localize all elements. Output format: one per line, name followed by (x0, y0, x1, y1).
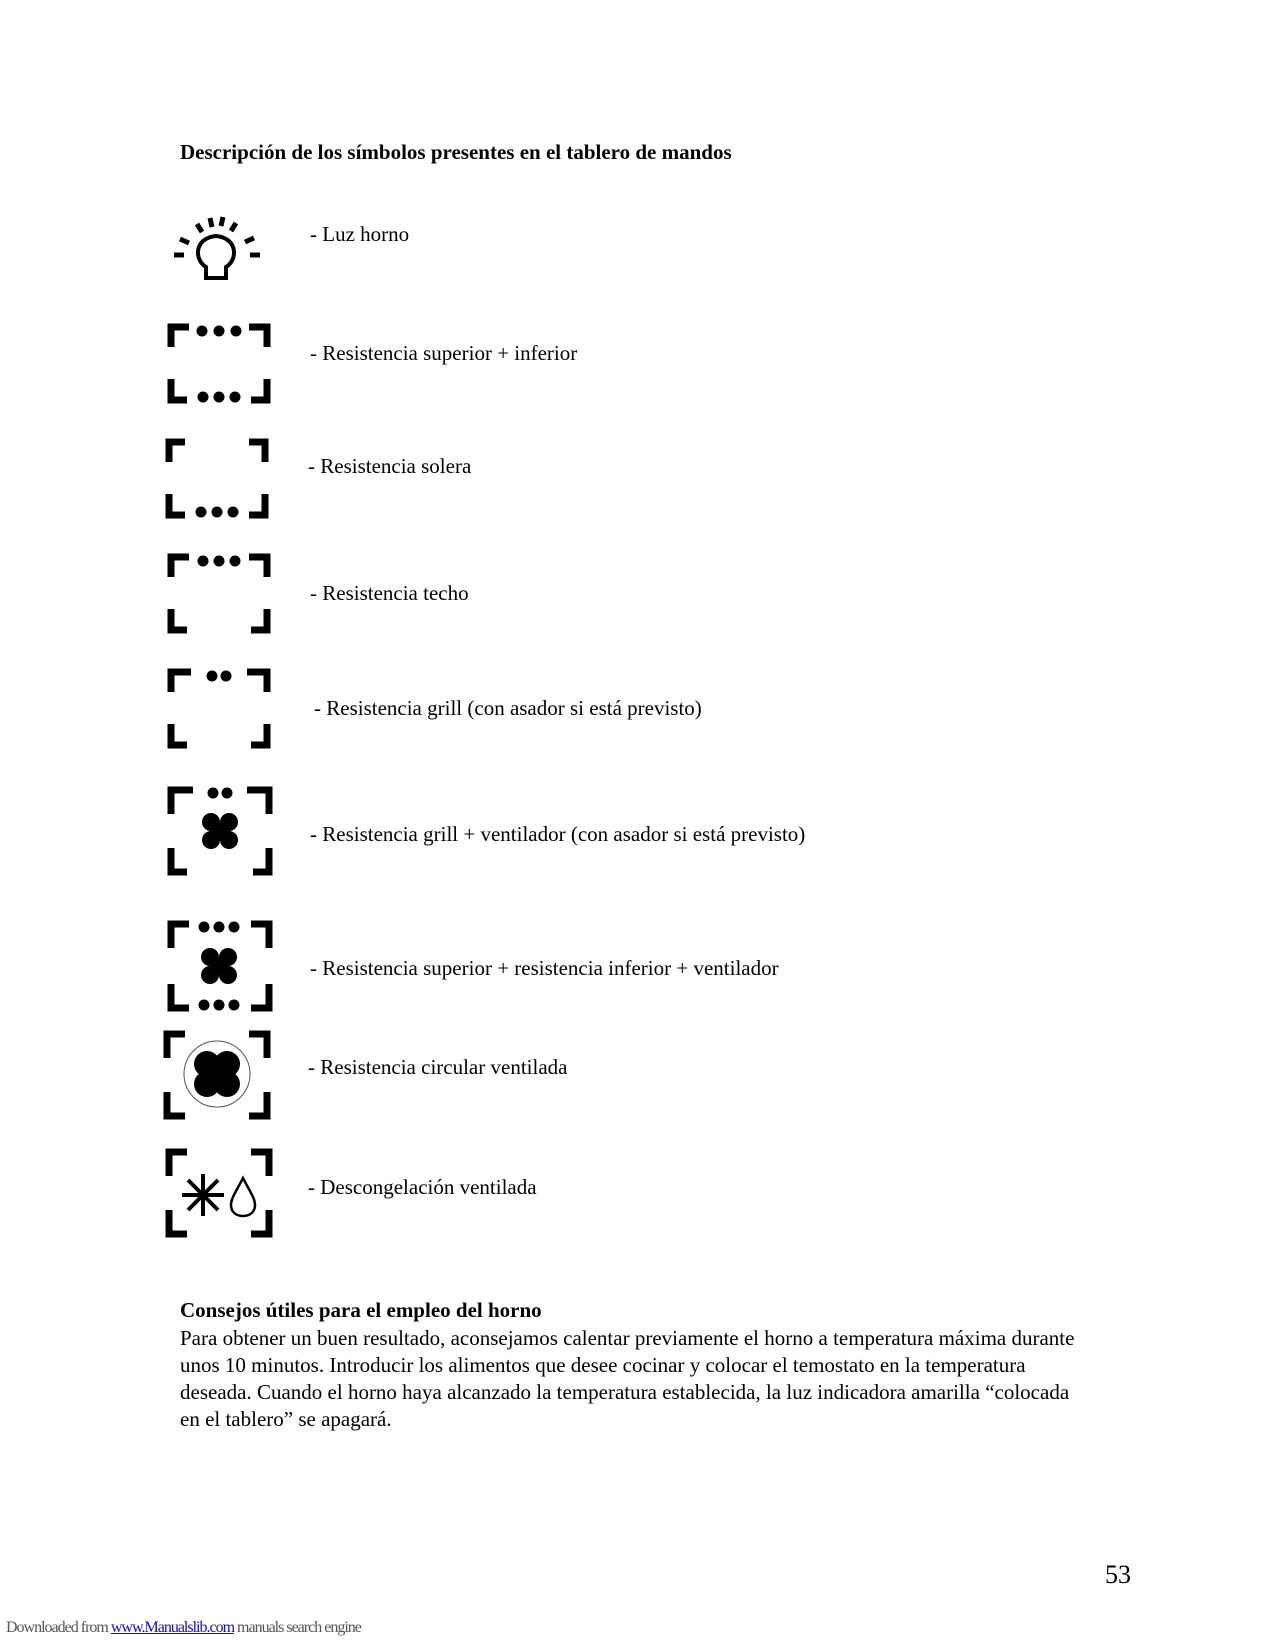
download-footer (6, 1619, 361, 1637)
footer-prefix: Downloaded from (6, 1619, 111, 1636)
symbol-label: - Resistencia solera (308, 454, 472, 478)
oven-light-icon (170, 212, 265, 292)
tips-heading: Consejos útiles para el empleo del horno (180, 1298, 542, 1322)
symbol-label: - Resistencia grill (con asador si está previsto) (314, 696, 702, 720)
symbol-label: - Descongelación ventilada (308, 1175, 537, 1199)
top-element-icon (167, 553, 271, 635)
symbol-label: - Resistencia techo (310, 581, 469, 605)
page-title: Descripción de los símbolos presentes en el tablero de mandos (180, 140, 732, 164)
symbol-label: - Resistencia grill + ventilador (con asador si está previsto) (310, 822, 806, 846)
manualslib-link[interactable]: www.Manualslib.com (110, 1619, 235, 1636)
symbol-label: - Resistencia superior + inferior (310, 341, 578, 365)
tips-paragraph: Para obtener un buen resultado, aconsejamos calentar previamente el horno a temperatura máxima durante unos 10 minutos. Introducir los alimentos que desee cocinar y colocar el temostato en la temperatura deseada. Cuando el horno haya alcanzado la temperatura establecida, la luz indicadora amarilla “colocada en el tablero” se apagará. (180, 1326, 1075, 1431)
bottom-element-icon (165, 438, 269, 520)
top-bottom-fan-icon (167, 920, 273, 1012)
circular-fan-icon (163, 1030, 271, 1120)
defrost-icon (165, 1148, 273, 1238)
symbol-label: - Resistencia circular ventilada (308, 1055, 568, 1079)
symbol-label: - Resistencia superior + resistencia inferior + ventilador (310, 956, 779, 980)
grill-icon (167, 668, 271, 750)
page-number: 53 (1105, 1560, 1131, 1589)
symbol-label: - Luz horno (310, 222, 410, 246)
grill-fan-icon (167, 786, 273, 876)
top-bottom-element-icon (167, 323, 271, 405)
footer-suffix: manuals search engine (234, 1619, 361, 1636)
